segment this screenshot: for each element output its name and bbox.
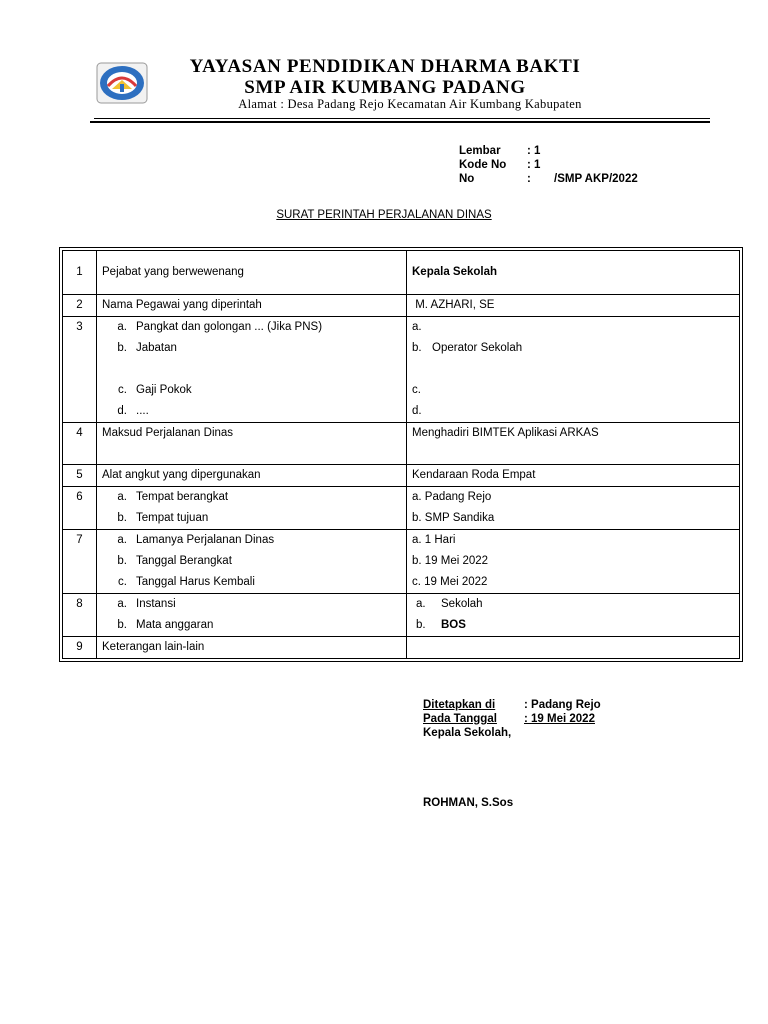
list-item [102, 380, 406, 401]
row-value: b. SMP Sandika [412, 512, 495, 524]
tanggal-value: : 19 Mei 2022 [524, 713, 595, 725]
row-label: .... [136, 405, 149, 417]
table-row [63, 487, 740, 530]
lembar-label: Lembar [459, 145, 501, 157]
kode-value: : 1 [527, 159, 541, 171]
table-row [63, 317, 740, 423]
list-marker: c. [118, 576, 127, 588]
row-label: Maksud Perjalanan Dinas [102, 427, 234, 439]
row-number: 1 [76, 266, 83, 278]
table-row [63, 530, 740, 594]
row-value: Operator Sekolah [432, 342, 523, 354]
foundation-name: YAYASAN PENDIDIKAN DHARMA BAKTI [189, 56, 581, 77]
list-item [102, 530, 406, 551]
row-value: a. Padang Rejo [412, 491, 492, 503]
list-marker: b. [117, 555, 127, 567]
row-value-item [412, 615, 739, 636]
table-row [63, 423, 740, 465]
row-label: Jabatan [136, 342, 177, 354]
row-value: a. [412, 321, 422, 333]
row-value-item [412, 594, 739, 615]
row-value: Kepala Sekolah [412, 266, 498, 278]
signer-name: ROHMAN, S.Sos [423, 797, 514, 809]
row-label: Nama Pegawai yang diperintah [102, 299, 262, 311]
signer-role: Kepala Sekolah, [423, 727, 512, 739]
document-title: SURAT PERINTAH PERJALANAN DINAS [276, 209, 492, 221]
list-marker: a. [117, 491, 127, 503]
list-item [102, 572, 406, 593]
table-row [63, 637, 740, 659]
row-value [412, 637, 739, 658]
tanggal-label: Pada Tanggal [423, 713, 497, 725]
list-marker: a. [117, 598, 127, 610]
list-marker: b. [117, 512, 127, 524]
list-marker: a. [117, 534, 127, 546]
list-marker: a. [416, 598, 426, 610]
row-label: Instansi [136, 598, 176, 610]
row-number: 5 [76, 469, 83, 481]
table-row [63, 465, 740, 487]
table-row [63, 295, 740, 317]
row-value-item [412, 338, 739, 359]
list-marker: b. [117, 342, 127, 354]
list-item [102, 551, 406, 572]
row-label: Alat angkut yang dipergunakan [102, 469, 261, 481]
row-value: M. AZHARI, SE [412, 299, 495, 311]
list-item [102, 317, 406, 338]
school-address: Alamat : Desa Padang Rejo Kecamatan Air Kumbang Kabupaten [238, 97, 582, 111]
row-label: Gaji Pokok [136, 384, 192, 396]
list-marker: b. [416, 619, 426, 631]
list-item [102, 338, 406, 359]
school-name: SMP AIR KUMBANG PADANG [244, 77, 526, 98]
row-label: Pangkat dan golongan ... (Jika PNS) [136, 321, 323, 333]
list-item [102, 508, 406, 529]
row-label: Lamanya Perjalanan Dinas [136, 534, 275, 546]
ditetapkan-value: : Padang Rejo [524, 699, 601, 711]
row-label: Tanggal Harus Kembali [136, 576, 255, 588]
row-value: a. 1 Hari [412, 534, 456, 546]
row-label: Keterangan lain-lain [102, 641, 205, 653]
list-marker: b. [117, 619, 127, 631]
row-value: c. 19 Mei 2022 [412, 576, 488, 588]
row-label: Tanggal Berangkat [136, 555, 232, 567]
row-label: Mata anggaran [136, 619, 214, 631]
row-value: Menghadiri BIMTEK Aplikasi ARKAS [412, 427, 599, 439]
letterhead-divider-thick [90, 121, 710, 123]
row-value: BOS [441, 619, 466, 631]
row-label: Pejabat yang berwewenang [102, 266, 244, 278]
list-item [102, 487, 406, 508]
row-value: Kendaraan Roda Empat [412, 469, 536, 481]
row-label: Tempat tujuan [136, 512, 209, 524]
row-number: 9 [76, 641, 83, 653]
row-number: 2 [76, 299, 83, 311]
list-marker: d. [117, 405, 127, 417]
table-row [63, 251, 740, 295]
lembar-value: : 1 [527, 145, 541, 157]
no-colon: : [527, 173, 531, 185]
row-number: 3 [76, 321, 83, 333]
row-number: 4 [76, 427, 83, 439]
list-marker: b. [412, 342, 422, 354]
row-number: 8 [76, 598, 83, 610]
table-row [63, 594, 740, 637]
row-value: b. 19 Mei 2022 [412, 555, 489, 567]
travel-order-table [62, 250, 740, 659]
row-label: Tempat berangkat [136, 491, 229, 503]
ditetapkan-label: Ditetapkan di [423, 699, 496, 711]
letterhead-divider [94, 118, 710, 119]
row-value: Sekolah [441, 598, 483, 610]
row-number: 7 [76, 534, 83, 546]
row-number: 6 [76, 491, 83, 503]
row-value: c. [412, 384, 421, 396]
row-value: d. [412, 405, 422, 417]
school-logo [96, 62, 148, 104]
list-item [102, 615, 406, 636]
kode-label: Kode No [459, 159, 507, 171]
no-value: /SMP AKP/2022 [554, 173, 638, 185]
list-marker: c. [118, 384, 127, 396]
list-item [102, 401, 406, 422]
no-label: No [459, 173, 475, 185]
list-marker: a. [117, 321, 127, 333]
list-item [102, 594, 406, 615]
